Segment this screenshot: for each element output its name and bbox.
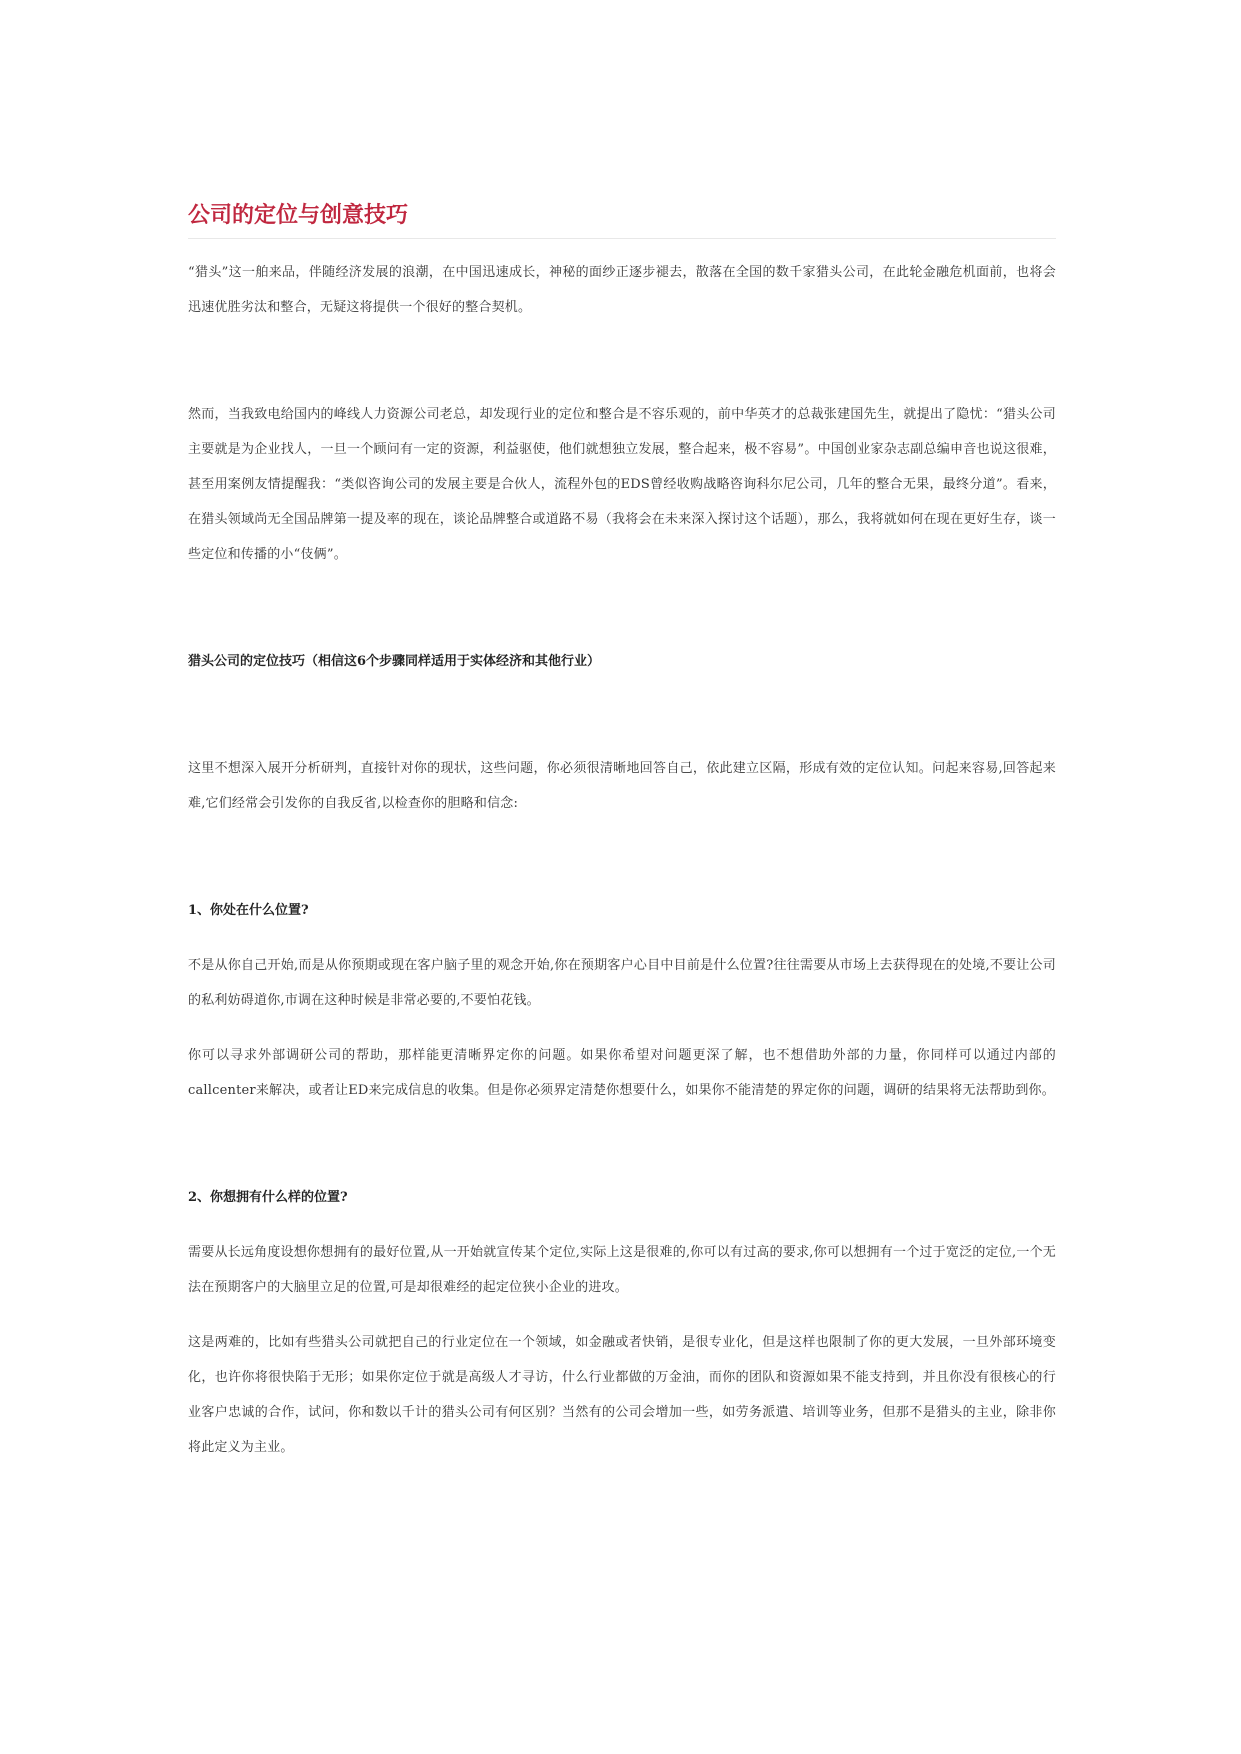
article — [188, 200, 1056, 1465]
question-1-paragraph-1: 不是从你自己开始,而是从你预期或现在客户脑子里的观念开始,你在预期客户心目中目前是什么位置?往往需要从市场上去获得现在的处境,不要让公司的私利妨碍道你,市调在这种时候是非常必要的,不要怕花钱。 — [188, 958, 1056, 1008]
question-2-heading: 2、你想拥有什么样的位置? — [188, 1190, 348, 1205]
intro-paragraph: “猎头”这一舶来品，伴随经济发展的浪潮，在中国迅速成长，神秘的面纱正逐步褪去，散落在全国的数千家猎头公司，在此轮金融危机面前，也将会迅速优胜劣汰和整合，无疑这将提供一个很好的整合契机。 — [188, 265, 1056, 315]
question-1-heading: 1、你处在什么位置? — [188, 903, 309, 918]
section-subheading: 猎头公司的定位技巧（相信这6个步骤同样适用于实体经济和其他行业） — [188, 654, 601, 669]
article-title: 公司的定位与创意技巧 — [188, 200, 1056, 239]
paragraph-method: 这里不想深入展开分析研判，直接针对你的现状，这些问题，你必须很清晰地回答自己，依此建立区隔，形成有效的定位认知。问起来容易,回答起来难,它们经常会引发你的自我反省,以检查你的胆略和信念: — [188, 761, 1056, 811]
question-1-paragraph-2: 你可以寻求外部调研公司的帮助，那样能更清晰界定你的问题。如果你希望对问题更深了解，也不想借助外部的力量，你同样可以通过内部的callcenter来解决，或者让ED来完成信息的收集。但是你必须界定清楚你想要什么，如果你不能清楚的界定你的问题，调研的结果将无法帮助到你。 — [188, 1048, 1056, 1098]
question-2-paragraph-1: 需要从长远角度设想你想拥有的最好位置,从一开始就宣传某个定位,实际上这是很难的,你可以有过高的要求,你可以想拥有一个过于宽泛的定位,一个无法在预期客户的大脑里立足的位置,可是却很难经的起定位狭小企业的进攻。 — [188, 1245, 1056, 1295]
question-2-paragraph-2: 这是两难的，比如有些猎头公司就把自己的行业定位在一个领域，如金融或者快销，是很专业化，但是这样也限制了你的更大发展，一旦外部环境变化，也许你将很快陷于无形；如果你定位于就是高级人才寻访，什么行业都做的万金油，而你的团队和资源如果不能支持到，并且你没有很核心的行业客户忠诚的合作，试问，你和数以千计的猎头公司有何区别？当然有的公司会增加一些，如劳务派遣、培训等业务，但那不是猎头的主业，除非你将此定义为主业。 — [188, 1335, 1056, 1455]
paragraph-industry-outlook: 然而，当我致电给国内的峰线人力资源公司老总，却发现行业的定位和整合是不容乐观的，前中华英才的总裁张建国先生，就提出了隐忧：“猎头公司主要就是为企业找人，一旦一个顾问有一定的资源，利益驱使，他们就想独立发展，整合起来，极不容易”。中国创业家杂志副总编申音也说这很难，甚至用案例友情提醒我：“类似咨询公司的发展主要是合伙人，流程外包的EDS曾经收购战略咨询科尔尼公司，几年的整合无果，最终分道”。看来，在猎头领域尚无全国品牌第一提及率的现在，谈论品牌整合或道路不易（我将会在未来深入探讨这个话题），那么，我将就如何在现在更好生存，谈一些定位和传播的小“伎俩”。 — [188, 407, 1056, 562]
